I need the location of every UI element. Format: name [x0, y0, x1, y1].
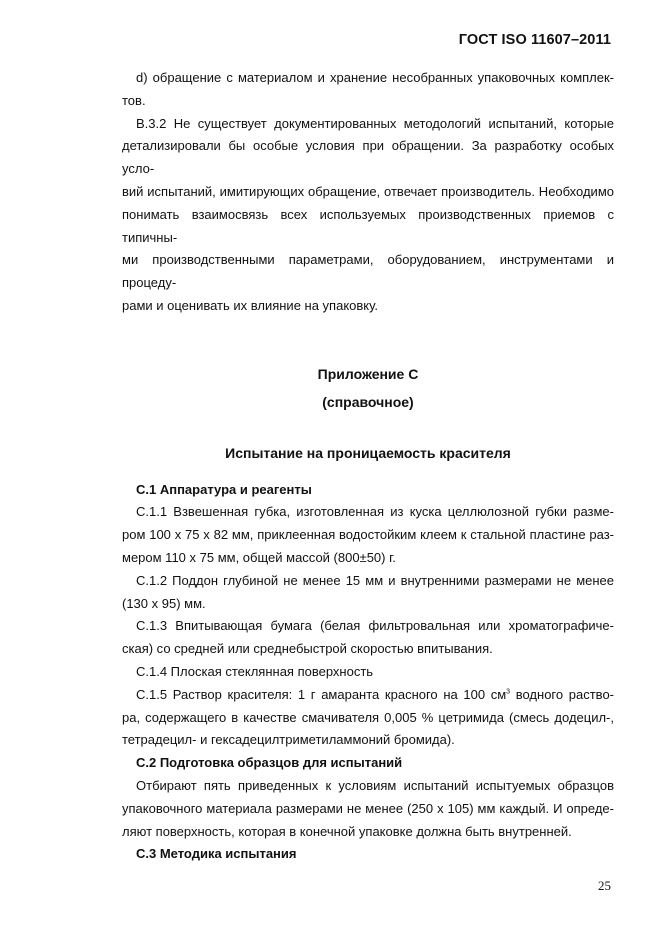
paragraph-line: вий испытаний, имитирующих обращение, отвечает производитель. Необходимо: [122, 183, 614, 199]
paragraph-line: упаковочного материала размерами не менее (250 х 105) мм каждый. И опреде-: [122, 800, 614, 816]
document-header: ГОСТ ISO 11607–2011: [458, 32, 611, 48]
section-heading-c2: С.2 Подготовка образцов для испытаний: [136, 755, 403, 771]
section-heading-c3: С.3 Методика испытания: [136, 846, 297, 862]
appendix-subtitle: (справочное): [322, 393, 414, 410]
paragraph-line: детализировали бы особые условия при обращении. За разработку особых усло-: [122, 138, 614, 177]
paragraph-c14: С.1.4 Плоская стеклянная поверхность: [136, 663, 374, 679]
paragraph-line: тов.: [122, 92, 146, 108]
page-number: 25: [598, 878, 611, 893]
superscript: 3: [506, 688, 511, 696]
paragraph-line: тетрадецил- и гексадецилтриметиламмоний бромида).: [122, 732, 455, 748]
paragraph-line: [122, 684, 614, 707]
paragraph-line: С.1.3 Впитывающая бумага (белая фильтровальная или хроматографиче-: [136, 618, 614, 634]
paragraph-c12: [122, 570, 614, 616]
paragraph-d: [122, 67, 614, 113]
paragraph-line: понимать взаимосвязь всех используемых производственных приемов с типичны-: [122, 206, 614, 245]
appendix-name: Испытание на проницаемость красителя: [225, 444, 511, 461]
text-segment: С.1.5 Раствор красителя: 1 г амаранта красного на 100 см: [136, 686, 507, 702]
section-heading-c1: С.1 Аппаратура и реагенты: [136, 481, 312, 497]
appendix-title: Приложение С: [317, 365, 419, 382]
paragraph-line: В.3.2 Не существует документированных методологий испытаний, которые: [136, 115, 614, 131]
paragraph-line: рами и оценивать их влияние на упаковку.: [122, 297, 378, 313]
paragraph-line: ми производственными параметрами, оборудованием, инструментами и процеду-: [122, 252, 614, 291]
paragraph-line: ра, содержащего в качестве смачивателя 0,005 % цетримида (смесь додецил-,: [122, 709, 614, 725]
paragraph-line: (130 х 95) мм.: [122, 595, 206, 611]
paragraph-line: С.1.2 Поддон глубиной не менее 15 мм и внутренними размерами не менее: [136, 572, 614, 588]
paragraph-c11: [122, 501, 614, 569]
paragraph-line: Отбирают пять приведенных к условиям испытаний испытуемых образцов: [136, 777, 614, 793]
paragraph-line: ская) со средней или среднебыстрой скоростью впитывания.: [122, 641, 493, 657]
paragraph-c15: [122, 684, 614, 752]
paragraph-line: ром 100 х 75 х 82 мм, приклеенная водостойким клеем к стальной пластине раз-: [122, 527, 614, 543]
text-segment: водного раство-: [510, 686, 615, 702]
paragraph-line: С.1.1 Взвешенная губка, изготовленная из куска целлюлозной губки разме-: [136, 504, 614, 520]
paragraph-line: мером 110 х 75 мм, общей массой (800±50) г.: [122, 549, 396, 565]
paragraph-c13: [122, 615, 614, 661]
paragraph-line: d) обращение с материалом и хранение несобранных упаковочных комплек-: [136, 70, 614, 85]
paragraph-line: ляют поверхность, которая в конечной упаковке должна быть внутренней.: [122, 823, 572, 839]
document-body: [122, 67, 614, 866]
paragraph-b32: [122, 113, 614, 318]
paragraph-c2: [122, 775, 614, 843]
